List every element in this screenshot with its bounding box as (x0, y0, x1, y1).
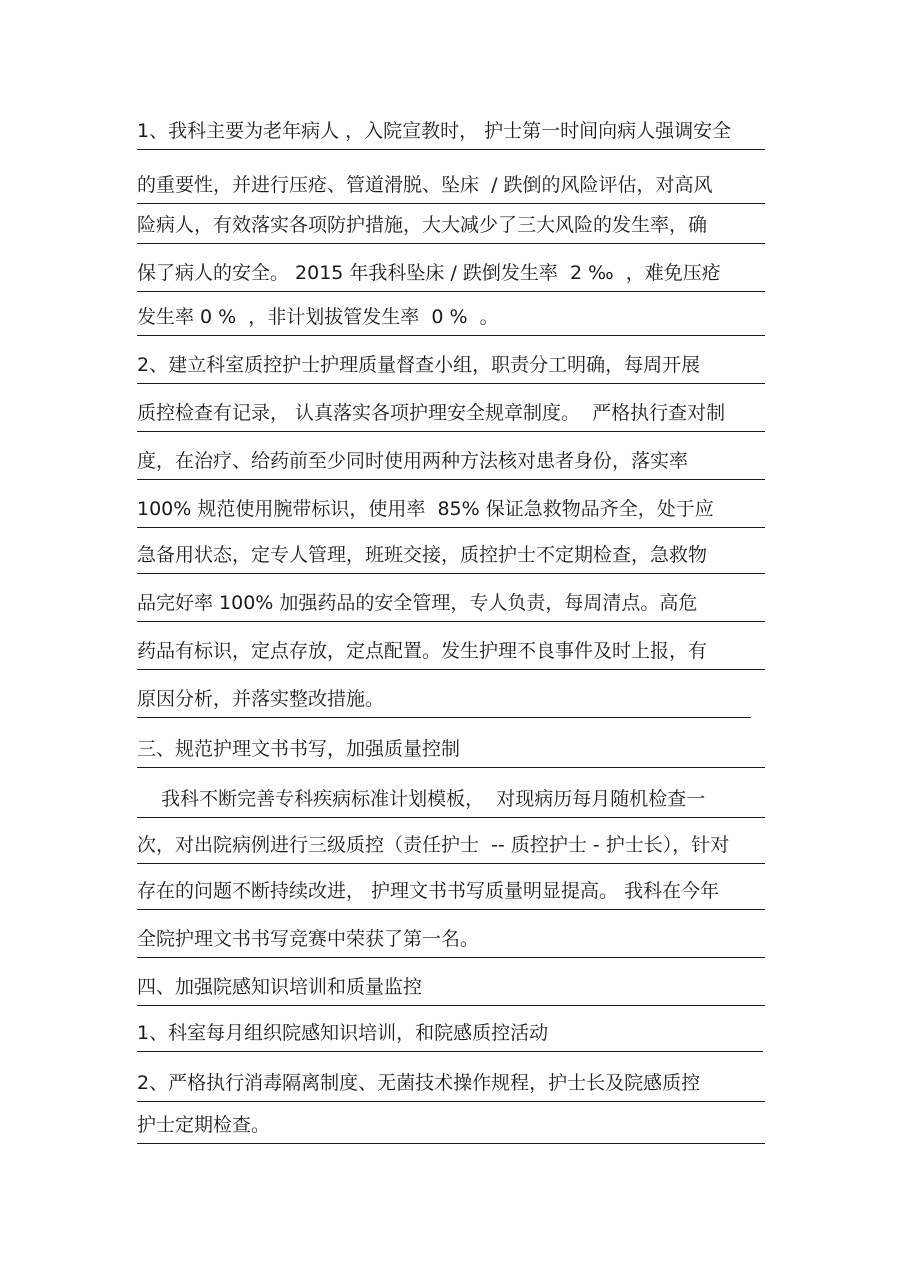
text-line: 2、严格执行消毒隔离制度、无菌技术操作规程，护士长及院感质控 (137, 1068, 765, 1102)
text-line: 100% 规范使用腕带标识，使用率 85% 保证急救物品齐全，处于应 (137, 494, 765, 528)
text-line: 发生率 0 % ，非计划拔管发生率 0 % 。 (137, 302, 765, 336)
text-line: 我科不断完善专科疾病标准计划模板， 对现病历每月随机检查一 (137, 784, 765, 818)
section-heading: 四、加强院感知识培训和质量监控 (137, 972, 765, 1006)
text-line: 原因分析，并落实整改措施。 (137, 684, 751, 718)
text-line: 2、建立科室质控护士护理质量督查小组，职责分工明确，每周开展 (137, 350, 765, 384)
text-line: 存在的问题不断持续改进， 护理文书书写质量明显提高。 我科在今年 (137, 876, 765, 910)
text-line: 品完好率 100% 加强药品的安全管理，专人负责，每周清点。高危 (137, 588, 765, 622)
section-heading: 三、规范护理文书书写，加强质量控制 (137, 734, 765, 768)
text-line: 险病人，有效落实各项防护措施，大大减少了三大风险的发生率，确 (137, 210, 765, 244)
text-line: 的重要性，并进行压疮、管道滑脱、坠床 / 跌倒的风险评估，对高风 (137, 170, 765, 204)
text-line: 急备用状态，定专人管理，班班交接，质控护士不定期检查，急救物 (137, 540, 765, 574)
text-line: 度，在治疗、给药前至少同时使用两种方法核对患者身份，落实率 (137, 446, 765, 480)
text-line: 护士定期检查。 (137, 1110, 765, 1144)
text-line: 1、科室每月组织院感知识培训，和院感质控活动 (137, 1018, 763, 1052)
text-line: 保了病人的安全。 2015 年我科坠床 / 跌倒发生率 2 ‰ ，难免压疮 (137, 258, 765, 292)
text-line: 次，对出院病例进行三级质控（责任护士 -- 质控护士 - 护士长），针对 (137, 830, 765, 864)
text-line: 全院护理文书书写竞赛中荣获了第一名。 (137, 924, 765, 958)
text-line: 药品有标识，定点存放，定点配置。发生护理不良事件及时上报，有 (137, 636, 765, 670)
text-line: 1、我科主要为老年病人 ，入院宣教时， 护士第一时间向病人强调安全 (137, 116, 765, 150)
text-line: 质控检查有记录， 认真落实各项护理安全规章制度。 严格执行查对制 (137, 398, 765, 432)
